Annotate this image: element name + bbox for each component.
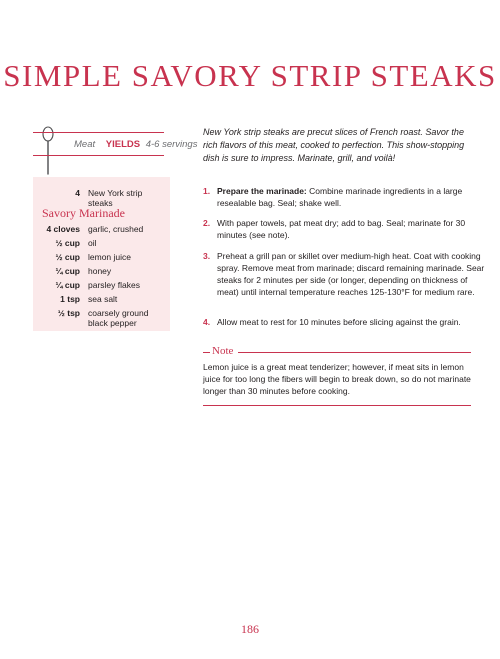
note-text: Lemon juice is a great meat tenderizer; however, if meat sits in lemon juice for too long the fibers will begin to break down, so do not marinate longer than 30 minutes before cooking.	[203, 362, 471, 396]
step-number: 3.	[203, 251, 211, 261]
step-lead: Prepare the marinade:	[217, 186, 307, 196]
recipe-title: SIMPLE SAVORY STRIP STEAKS	[3, 58, 497, 93]
step-text	[217, 185, 489, 209]
ingredient-name: New York strip steaks	[88, 188, 143, 208]
ingredient-qty: 4	[75, 188, 80, 198]
servings-value: 4-6 servings	[145, 139, 198, 150]
ingredient-qty: ¼ cup	[55, 280, 80, 290]
ingredient-qty: ¼ cup	[55, 266, 80, 276]
ingredient-name: oil	[88, 238, 97, 248]
ingredient-qty: 4 cloves	[46, 224, 80, 234]
step-text	[217, 250, 489, 298]
ingredient-name: sea salt	[88, 294, 118, 304]
step-body: Preheat a grill pan or skillet over medium-high heat. Coat with cooking spray. Remove meat from marinade; discard remaining marinade. Sear steaks for 2 minutes per side (or longer, depending on thickness of meat) until internal temperature reaches 125-130°F for medium rare.	[217, 251, 485, 297]
step-body: Combine marinade ingredients in a large resealable bag. Seal; shake well.	[217, 186, 463, 208]
spoon-icon	[40, 126, 56, 176]
step-body: With paper towels, pat meat dry; add to bag. Seal; marinate for 30 minutes (see note).	[217, 218, 466, 240]
note-rule-right	[238, 352, 471, 353]
ingredient-name: lemon juice	[88, 252, 131, 262]
recipe-meta	[74, 139, 197, 150]
divider-meta	[33, 155, 164, 156]
step-body: Allow meat to rest for 10 minutes before slicing against the grain.	[217, 317, 461, 327]
page-number: 186	[241, 622, 259, 636]
note-rule-left	[203, 352, 210, 353]
ingredient-qty: ½ tsp	[57, 308, 80, 318]
ingredient-name: garlic, crushed	[88, 224, 144, 234]
ingredient-name: coarsely ground black pepper	[88, 308, 149, 328]
step-number: 4.	[203, 317, 211, 327]
step-text	[217, 316, 489, 328]
ingredient-qty: 1 tsp	[60, 294, 80, 304]
marinade-title: Savory Marinade	[42, 206, 125, 220]
step-number: 2.	[203, 218, 211, 228]
ingredient-qty: ½ cup	[55, 252, 80, 262]
yields-label: YIELDS	[105, 139, 141, 150]
note-title: Note	[212, 345, 234, 357]
note-rule-bottom	[203, 405, 471, 406]
ingredient-name: parsley flakes	[88, 280, 140, 290]
recipe-intro: New York strip steaks are precut slices of French roast. Savor the rich flavors of this meat, cooked to perfection. This show-stopping dish is sure to impress. Marinate, grill, and voilà!	[203, 127, 465, 163]
ingredient-name: honey	[88, 266, 112, 276]
divider-top	[33, 132, 164, 133]
ingredient-qty: ½ cup	[55, 238, 80, 248]
step-text	[217, 217, 489, 241]
step-number: 1.	[203, 186, 211, 196]
category-label: Meat	[74, 139, 96, 150]
